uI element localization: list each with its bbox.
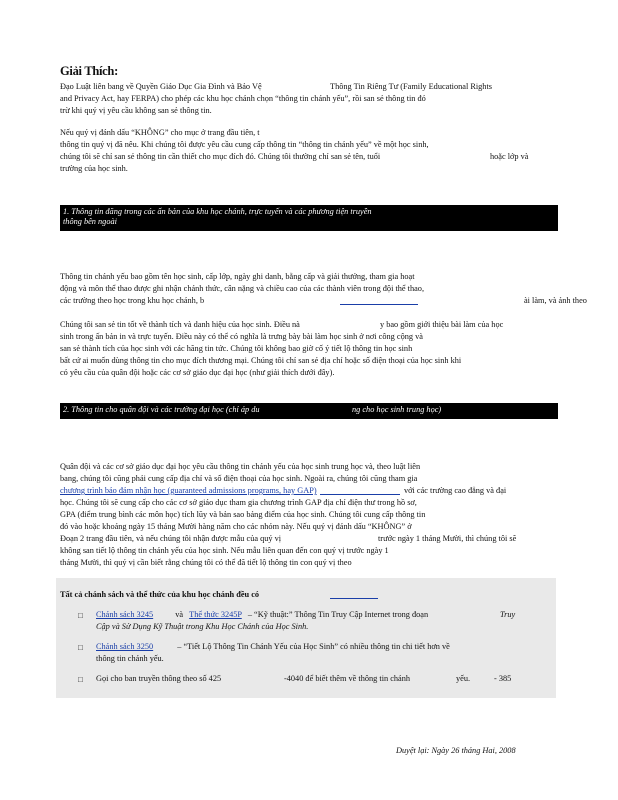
section1-heading	[60, 205, 558, 231]
s2-line-3b: với các trường cao đẳng và đại	[404, 486, 507, 495]
s1-line-1: Thông tin chánh yếu bao gồm tên học sinh, cấp lớp, ngày ghi danh, bằng cấp và giải thưởng, tham gia hoạt	[60, 272, 415, 281]
s2-line-3-link[interactable]	[60, 486, 317, 496]
s1-p2-line-4: bất cứ ai muốn dùng thông tin cho mục đích thương mại. Chúng tôi chỉ san sẻ địa chỉ hoặc số điện thoại của học sinh khi	[60, 356, 462, 365]
s1-underline-link[interactable]	[340, 304, 418, 305]
section2-heading-a: 2. Thông tin cho quân đội và các trường đại học (chỉ áp du	[63, 405, 260, 414]
infobox-item-2	[96, 642, 450, 652]
gap-program-link[interactable]: chương trình bảo đảm nhận học (guaranteed admissions programs, hay GAP)	[60, 486, 317, 495]
item-3-b: -4040 để biết thêm về thông tin chánh	[284, 674, 411, 683]
s2-line-9: tháng Mười, thì quý vị cần biết rằng chúng tôi có thể đã tiết lộ thông tin con quý vị theo	[60, 558, 352, 567]
para2-line-3b: hoặc lớp và	[490, 152, 529, 161]
s2-line-1: Quân đội và các cơ sở giáo dục đại học yêu cầu thông tin chánh yếu của học sinh trung học và, theo luật liên	[60, 462, 421, 471]
page-title: Giải Thích:	[60, 64, 118, 78]
section2-heading-b: ng cho học sinh trung học)	[352, 405, 442, 414]
procedure-3245p-link[interactable]: Thể thức 3245P	[189, 610, 242, 619]
s2-line-7b: trước ngày 1 tháng Mười, thì chúng tôi sẽ	[378, 534, 517, 543]
para2-line-3a: chúng tôi sẽ chỉ san sẻ thông tin cần thiết cho mục đích đó. Chúng tôi thường chỉ san sẻ tên, tuổi	[60, 152, 381, 161]
item-1-text: – “Kỹ thuật:” Thông Tin Truy Cập Internet trong đoạn	[247, 610, 429, 619]
s2-line-4: học. Chúng tôi sẽ cung cấp cho các cơ sở giáo dục tham gia chương trình GAP địa chỉ điện thư trong hồ sơ,	[60, 498, 417, 507]
intro-line-1b: Thông Tin Riêng Tư (Family Educational Rights	[330, 82, 492, 91]
s2-line-6: đó vào hoặc khoảng ngày 15 tháng Mười hàng năm cho các nhóm này. Nếu quý vị đánh dấu “KHÔNG” ở	[60, 522, 412, 531]
s1-p2-line-1a: Chúng tôi san sẻ tin tốt về thành tích và danh hiệu của học sinh. Điều nà	[60, 320, 300, 329]
item-2-line-2: thông tin chánh yếu.	[96, 654, 164, 663]
gap-link-underline	[320, 494, 400, 495]
infobox-item-1	[96, 610, 428, 620]
para2-line-2: thông tin quý vị đã nêu. Khi chúng tôi được yêu cầu cung cấp thông tin “thông tin chánh yếu” về một học sinh,	[60, 140, 429, 149]
infobox-heading-underline[interactable]	[330, 598, 378, 599]
item-2-text: – “Tiết Lộ Thông Tin Chánh Yếu của Học Sinh” có nhiều thông tin chi tiết hơn về	[177, 642, 450, 651]
policy-3245-link[interactable]: Chánh sách 3245	[96, 610, 154, 619]
and-text: và	[175, 610, 184, 619]
section1-heading-line1: 1. Thông tin đăng trong các ấn bản của khu học chánh, trực tuyến và các phương tiện truyền	[63, 207, 372, 216]
policy-3250-link[interactable]: Chánh sách 3250	[96, 642, 154, 651]
intro-line-2: and Privacy Act, hay FERPA) cho phép các khu học chánh chọn “thông tin chánh yếu”, rồi san sẻ thông tin đó	[60, 94, 426, 103]
bullet-icon-1: □	[78, 611, 83, 620]
s2-line-7a: Đoạn 2 trang đầu tiên, và nếu chúng tôi nhận được mẫu của quý vị	[60, 534, 282, 543]
item-1-italic-a: Truy	[500, 610, 516, 619]
s1-p2-line-3: san sẻ thành tích của học sinh với các hãng tin tức. Chúng tôi không bao giờ cố ý tiết lộ thông tin học sinh	[60, 344, 413, 353]
s1-p2-line-2: sinh trong ấn bản in và trực tuyến. Điều này có thể có nghĩa là trưng bày bài làm học sinh ở nơi công cộng và	[60, 332, 423, 341]
s2-line-2: bang, chúng tôi cũng phải cung cấp địa chỉ và số điện thoại của học sinh. Ngoài ra, chúng tôi cũng tham gia	[60, 474, 418, 483]
item-3-c: yếu.	[456, 674, 471, 683]
bullet-icon-3: □	[78, 675, 83, 684]
s1-line-3: các trường theo học trong khu học chánh, b	[60, 296, 205, 305]
infobox-heading: Tất cả chánh sách và thể thức của khu học chánh đều có	[60, 590, 260, 599]
item-1-italic-b: Cập và Sử Dụng Kỹ Thuật trong Khu Học Chánh của Học Sinh.	[96, 622, 309, 631]
item-3-a: Gọi cho ban truyền thông theo số 425	[96, 674, 222, 683]
item-3-d: - 385	[494, 674, 512, 683]
intro-line-3: trừ khi quý vị yêu cầu không san sẻ thông tin.	[60, 106, 212, 115]
s1-p2-line-5: có yêu cầu của quân đội hoặc các cơ sở giáo dục đại học (như giải thích dưới đây).	[60, 368, 335, 377]
s1-line-2: động và môn thể thao được ghi nhận chánh thức, cân nặng và chiều cao của các thành viên trong đội thể thao,	[60, 284, 425, 293]
para2-line-1: Nếu quý vị đánh dấu “KHÔNG” cho mục ở trang đầu tiên, t	[60, 128, 260, 137]
bullet-icon-2: □	[78, 643, 83, 652]
s2-line-5: GPA (điểm trung bình các môn học) tích lũy và bản sao bảng điểm của học sinh. Chúng tôi cung cấp thông tin	[60, 510, 426, 519]
intro-line-1a: Đạo Luật liên bang về Quyền Giáo Dục Gia Đình và Bảo Vệ	[60, 82, 262, 91]
s2-line-8: không san tiết lộ thông tin chánh yếu của học sinh. Nếu mẫu liên quan đến con quý vị trước ngày 1	[60, 546, 389, 555]
s1-line-3b: ài làm, và ảnh theo	[524, 296, 587, 305]
s1-p2-line-1b: y bao gồm giới thiệu bài làm của học	[380, 320, 504, 329]
section2-heading	[60, 403, 558, 419]
section1-heading-line2: thông bên ngoài	[63, 217, 117, 226]
revision-date-footer: Duyệt lại: Ngày 26 tháng Hai, 2008	[396, 746, 516, 755]
para2-line-4: trường của học sinh.	[60, 164, 128, 173]
